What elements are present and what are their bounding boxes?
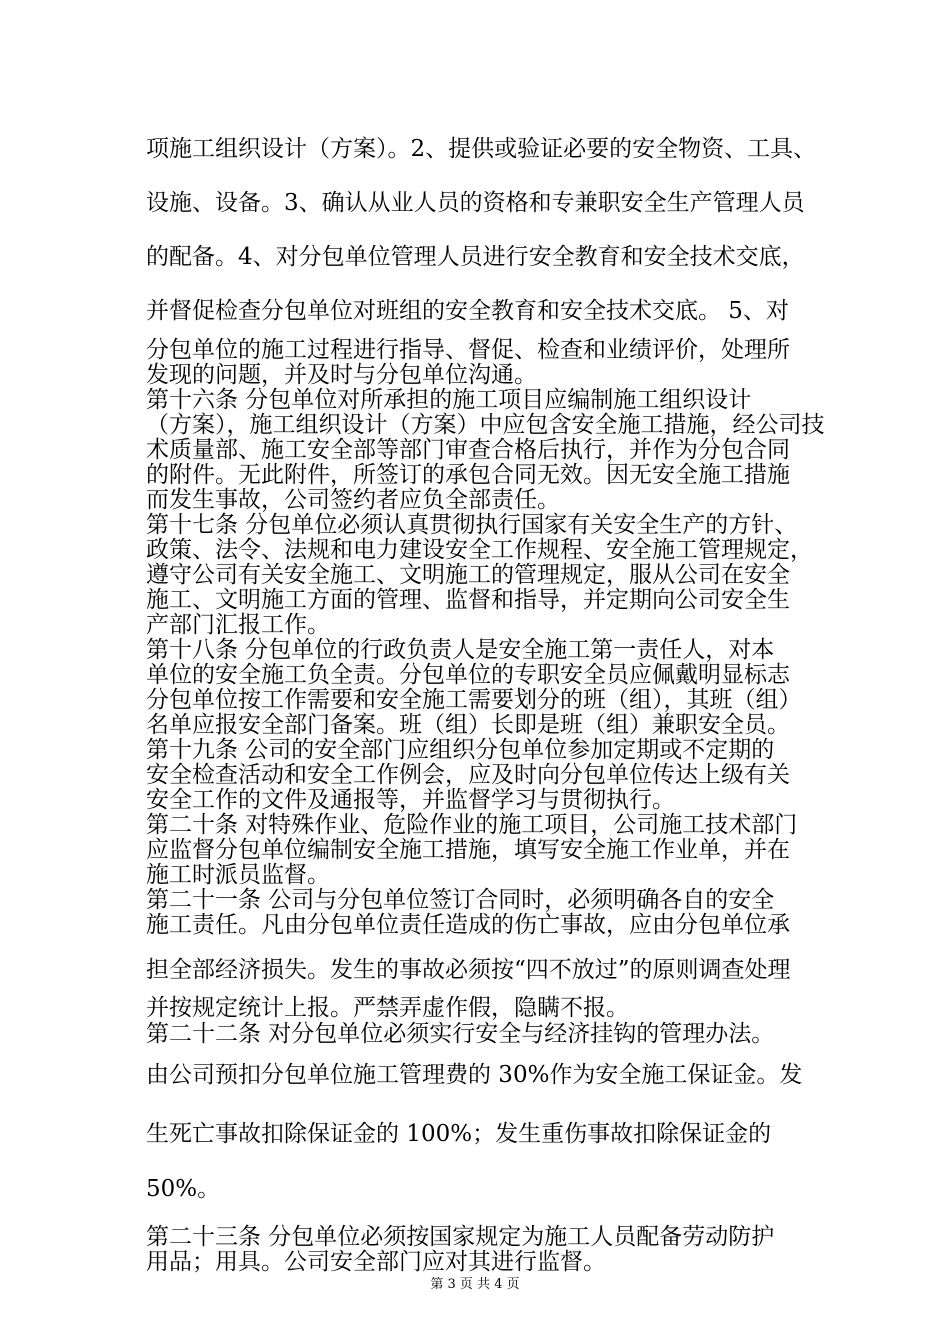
text-line: 的配备。4、对分包单位管理人员进行安全教育和安全技术交底， (146, 244, 805, 270)
text-line: 术质量部、施工安全部等部门审查合格后执行，并作为分包合同 (146, 437, 790, 463)
article-22-heading: 第二十二条 对分包单位必须实行安全与经济挂钩的管理办法。 (146, 1021, 775, 1047)
text-line: （方案），施工组织设计（方案）中应包含安全施工措施，经公司技 (146, 412, 825, 438)
article-20-heading: 第二十条 对特殊作业、危险作业的施工项目，公司施工技术部门 (146, 812, 798, 838)
text-line: 安全检查活动和安全工作例会，应及时向分包单位传达上级有关 (146, 762, 790, 788)
text-line: 项施工组织设计（方案）。2、提供或验证必要的安全物资、工具、 (146, 136, 817, 162)
text-line: 由公司预扣分包单位施工管理费的 30%作为安全施工保证金。发 (146, 1062, 803, 1088)
article-21-heading: 第二十一条 公司与分包单位签订合同时，必须明确各自的安全 (146, 887, 775, 913)
text-line: 并督促检查分包单位对班组的安全教育和安全技术交底。 5、对 (146, 298, 789, 324)
text-line: 生死亡事故扣除保证金的 100%；发生重伤事故扣除保证金的 (146, 1121, 772, 1147)
text-line: 而发生事故，公司签约者应负全部责任。 (146, 487, 560, 513)
text-line: 的附件。无此附件，所签订的承包合同无效。因无安全施工措施 (146, 462, 790, 488)
article-17-heading: 第十七条 分包单位必须认真贯彻执行国家有关安全生产的方针、 (146, 512, 798, 538)
text-line: 施工责任。凡由分包单位责任造成的伤亡事故，应由分包单位承 (146, 912, 790, 938)
text-line: 单位的安全施工负全责。分包单位的专职安全员应佩戴明显标志 (146, 662, 790, 688)
text-line: 担全部经济损失。发生的事故必须按“四不放过”的原则调查处理 (146, 957, 791, 983)
text-line: 用品；用具。公司安全部门应对其进行监督。 (146, 1249, 606, 1275)
page-number-footer: 第 3 页 共 4 页 (430, 1277, 520, 1292)
text-line: 政策、法令、法规和电力建设安全工作规程、安全施工管理规定， (146, 537, 813, 563)
document-body (146, 122, 825, 1275)
article-23-heading: 第二十三条 分包单位必须按国家规定为施工人员配备劳动防护 (146, 1224, 775, 1250)
text-line: 产部门汇报工作。 (146, 612, 330, 638)
text-line: 施工、文明施工方面的管理、监督和指导，并定期向公司安全生 (146, 587, 790, 613)
article-19-heading: 第十九条 公司的安全部门应组织分包单位参加定期或不定期的 (146, 737, 775, 763)
text-line: 发现的问题，并及时与分包单位沟通。 (146, 362, 537, 388)
article-18-heading: 第十八条 分包单位的行政负责人是安全施工第一责任人，对本 (146, 637, 775, 663)
article-16-heading: 第十六条 分包单位对所承担的施工项目应编制施工组织设计 (146, 387, 752, 413)
text-line: 施工时派员监督。 (146, 862, 330, 888)
text-line: 设施、设备。3、确认从业人员的资格和专兼职安全生产管理人员 (146, 190, 805, 216)
text-line: 名单应报安全部门备案。班（组）长即是班（组）兼职安全员。 (146, 712, 790, 738)
text-line: 分包单位按工作需要和安全施工需要划分的班（组），其班（组） (146, 687, 802, 713)
text-line: 50%。 (146, 1176, 221, 1202)
text-line: 分包单位的施工过程进行指导、督促、检查和业绩评价，处理所 (146, 337, 790, 363)
text-line: 安全工作的文件及通报等，并监督学习与贯彻执行。 (146, 787, 675, 813)
text-line: 应监督分包单位编制安全施工措施，填写安全施工作业单，并在 (146, 837, 790, 863)
text-line: 遵守公司有关安全施工、文明施工的管理规定，服从公司在安全 (146, 562, 790, 588)
text-line: 并按规定统计上报。严禁弄虚作假，隐瞒不报。 (146, 995, 629, 1021)
